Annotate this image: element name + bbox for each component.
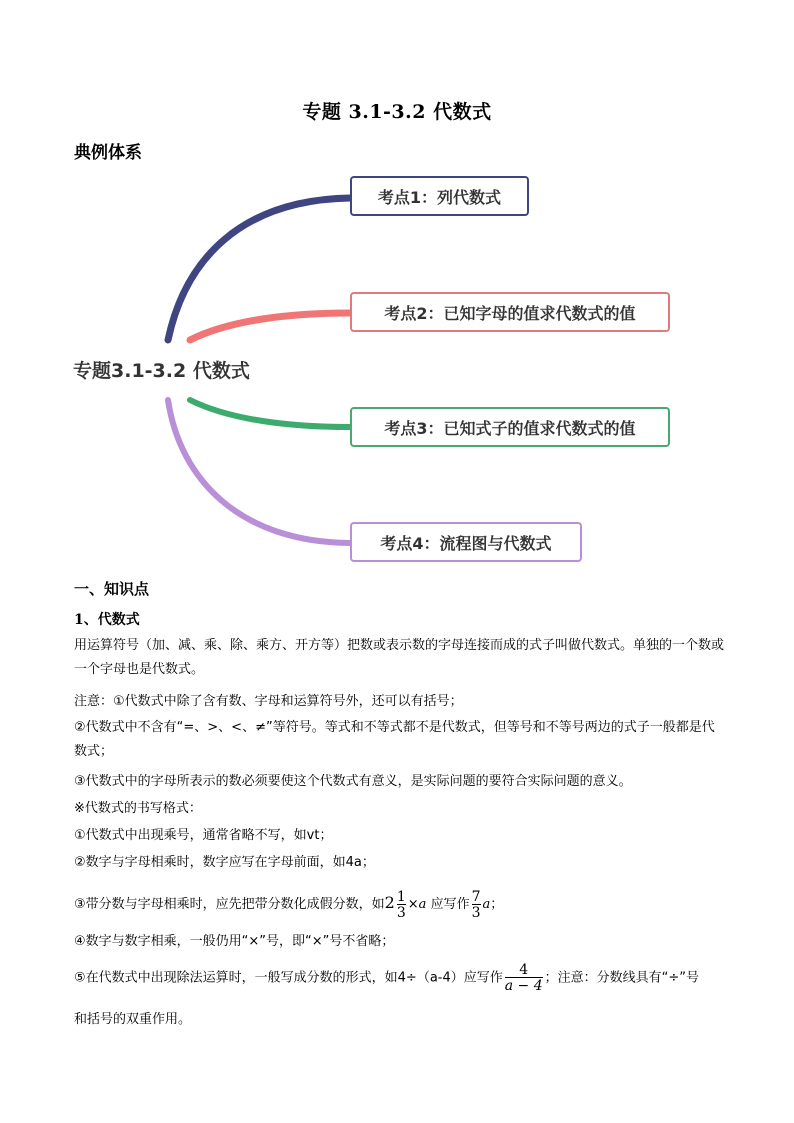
rule-4: ④数字与数字相乘，一般仍用“×”号，即“×”号不省略； bbox=[74, 934, 395, 949]
note-3: ③代数式中的字母所表示的数必须要使这个代数式有意义，是实际问题的要符合实际问题的意义。 bbox=[74, 774, 632, 789]
branch-3-curve bbox=[190, 400, 350, 427]
rule-5: ⑤在代数式中出现除法运算时，一般写成分数的形式，如4÷（a-4）应写作 $\frac{4}{a - 4}$ ；注意：分数线具有“÷”号 bbox=[74, 962, 700, 994]
mixed-fraction: $\frac{1}{3}$ bbox=[396, 888, 406, 921]
mindmap-node-1: 考点1：列代数式 bbox=[350, 176, 529, 216]
mindmap-node-2: 考点2：已知字母的值求代数式的值 bbox=[350, 292, 670, 332]
section-label: 典例体系 bbox=[74, 143, 142, 163]
format-heading: ※代数式的书写格式： bbox=[74, 801, 202, 816]
note-2: ②代数式中不含有“=、>、<、≠”等符号。等式和不等式都不是代数式，但等号和不等号两边的式子一般都是代数式； bbox=[74, 720, 715, 759]
rule-5-continued: 和括号的双重作用。 bbox=[74, 1012, 192, 1027]
mindmap-root: 专题3.1-3.2 代数式 bbox=[73, 360, 250, 382]
page-title: 专题 3.1-3.2 代数式 bbox=[302, 101, 492, 123]
mindmap-node-3: 考点3：已知式子的值求代数式的值 bbox=[350, 407, 670, 447]
rule-2: ②数字与字母相乘时，数字应写在字母前面，如4a； bbox=[74, 855, 375, 870]
mindmap-node-4: 考点4：流程图与代数式 bbox=[350, 522, 582, 562]
definition-paragraph: 用运算符号（加、减、乘、除、乘方、开方等）把数或表示数的字母连接而成的式子叫做代数式。单独的一个数或一个字母也是代数式。 bbox=[74, 638, 725, 677]
improper-fraction: $\frac{7}{3}$ bbox=[471, 888, 481, 921]
knowledge-subheading: 1、代数式 bbox=[74, 612, 140, 628]
note-1: 注意：①代数式中除了含有数、字母和运算符号外，还可以有括号； bbox=[74, 694, 463, 709]
rule-1: ①代数式中出现乘号，通常省略不写，如vt； bbox=[74, 828, 333, 843]
division-fraction: $\frac{4}{a - 4}$ bbox=[504, 962, 543, 994]
rule-3-text: ③带分数与字母相乘时，应先把带分数化成假分数，如 bbox=[74, 897, 385, 912]
mixed-whole: 2 bbox=[384, 893, 395, 912]
knowledge-heading: 一、知识点 bbox=[74, 580, 150, 598]
rule-3: ③带分数与字母相乘时，应先把带分数化成假分数，如2 $\frac{1}{3}$ ×a 应写作 $\frac{7}{3}$ a； bbox=[74, 888, 504, 921]
branch-2-curve bbox=[190, 313, 350, 340]
